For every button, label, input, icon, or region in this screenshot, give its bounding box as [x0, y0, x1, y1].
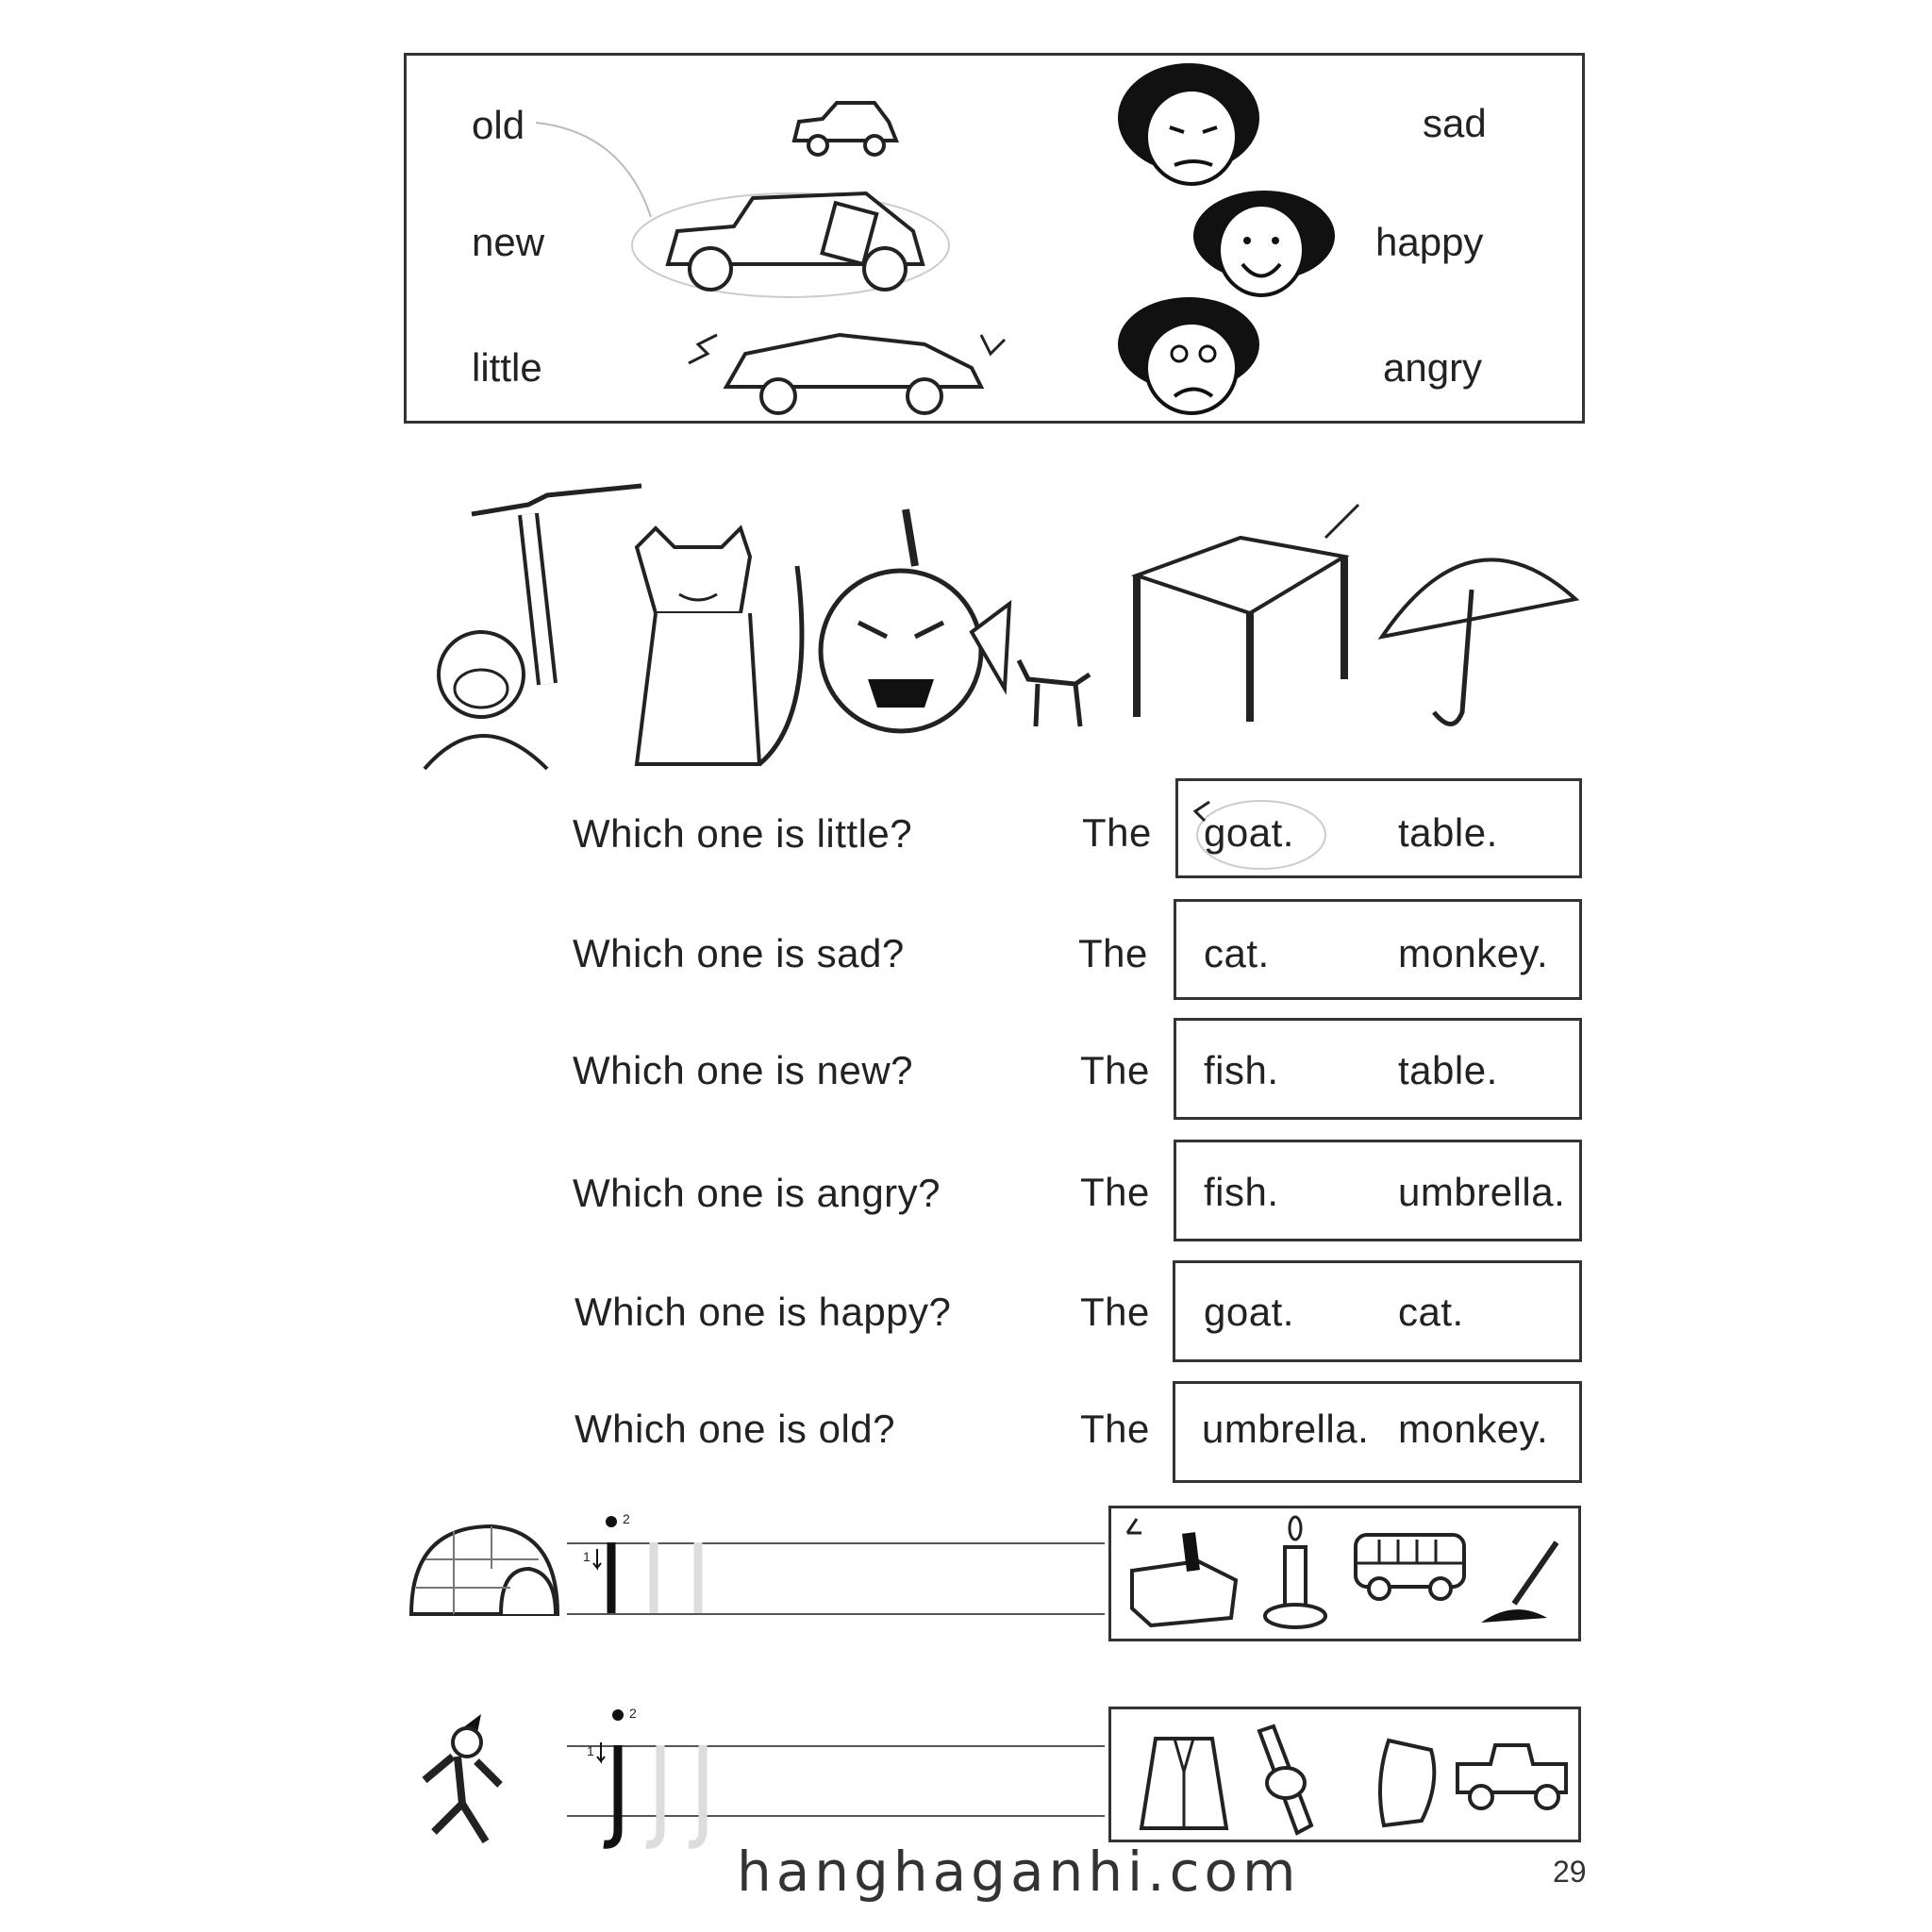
- umbrella-icon: [1377, 524, 1580, 726]
- angry-face-icon: [1118, 297, 1264, 420]
- answer-option[interactable]: table.: [1398, 1048, 1498, 1092]
- article-text: The: [1080, 1170, 1150, 1214]
- stroke-label: 1: [583, 1549, 591, 1564]
- stroke-label: 1: [587, 1743, 594, 1758]
- happy-face-icon: [1191, 189, 1337, 302]
- table-icon: [1118, 500, 1363, 726]
- answer-option[interactable]: umbrella.: [1202, 1407, 1370, 1451]
- question-text: Which one is sad?: [573, 931, 905, 975]
- goat-icon: [1009, 651, 1094, 731]
- cat-icon: [627, 528, 816, 774]
- answer-option[interactable]: goat.: [1204, 810, 1294, 855]
- bus-icon: [1351, 1530, 1469, 1606]
- watch-icon: [1250, 1722, 1330, 1840]
- hand-icon: [1370, 1736, 1445, 1830]
- igloo-icon: [407, 1522, 558, 1616]
- stroke-label: 2: [623, 1511, 630, 1526]
- answer-option[interactable]: umbrella.: [1398, 1170, 1566, 1214]
- jacket-icon: [1137, 1734, 1231, 1833]
- answer-option[interactable]: fish.: [1204, 1048, 1279, 1092]
- answer-option[interactable]: cat.: [1398, 1290, 1464, 1334]
- ink-pen-icon: [1476, 1538, 1571, 1627]
- question-text: Which one is new?: [573, 1048, 914, 1092]
- answer-option[interactable]: table.: [1398, 810, 1498, 855]
- article-text: The: [1080, 1407, 1150, 1451]
- question-text: Which one is old?: [575, 1407, 896, 1451]
- article-text: The: [1080, 1048, 1150, 1092]
- letter-j-trace: [580, 1703, 722, 1854]
- monkey-icon: [415, 476, 651, 778]
- word-angry: angry: [1383, 345, 1483, 390]
- answer-option[interactable]: monkey.: [1398, 1407, 1549, 1451]
- article-text: The: [1078, 931, 1148, 975]
- jumping-boy-icon: [406, 1709, 519, 1851]
- word-little: little: [472, 345, 542, 390]
- jeep-icon: [1453, 1740, 1575, 1816]
- question-text: Which one is angry?: [573, 1171, 941, 1215]
- answer-option[interactable]: fish.: [1204, 1170, 1279, 1214]
- article-text: The: [1082, 810, 1152, 855]
- new-car-icon: [689, 316, 1009, 420]
- word-old: old: [472, 103, 525, 147]
- article-text: The: [1080, 1290, 1150, 1334]
- letter-i-trace: [580, 1509, 722, 1618]
- stroke-label: 2: [629, 1706, 637, 1721]
- answer-option[interactable]: goat.: [1204, 1290, 1294, 1334]
- sad-face-icon: [1118, 61, 1264, 189]
- box-icon: [1123, 1514, 1250, 1637]
- page-number: 29: [1553, 1855, 1587, 1889]
- watermark: hanghaganhi.com: [737, 1840, 1301, 1904]
- question-text: Which one is little?: [573, 811, 913, 856]
- answer-option[interactable]: monkey.: [1398, 931, 1549, 975]
- answer-option[interactable]: cat.: [1204, 931, 1270, 975]
- word-happy: happy: [1375, 220, 1484, 264]
- word-sad: sad: [1423, 101, 1487, 145]
- fish-icon: [811, 509, 1019, 736]
- word-new: new: [472, 220, 545, 264]
- old-car-icon: [630, 179, 951, 302]
- question-text: Which one is happy?: [575, 1290, 952, 1334]
- candle-icon: [1259, 1514, 1335, 1632]
- small-car-icon: [785, 98, 903, 159]
